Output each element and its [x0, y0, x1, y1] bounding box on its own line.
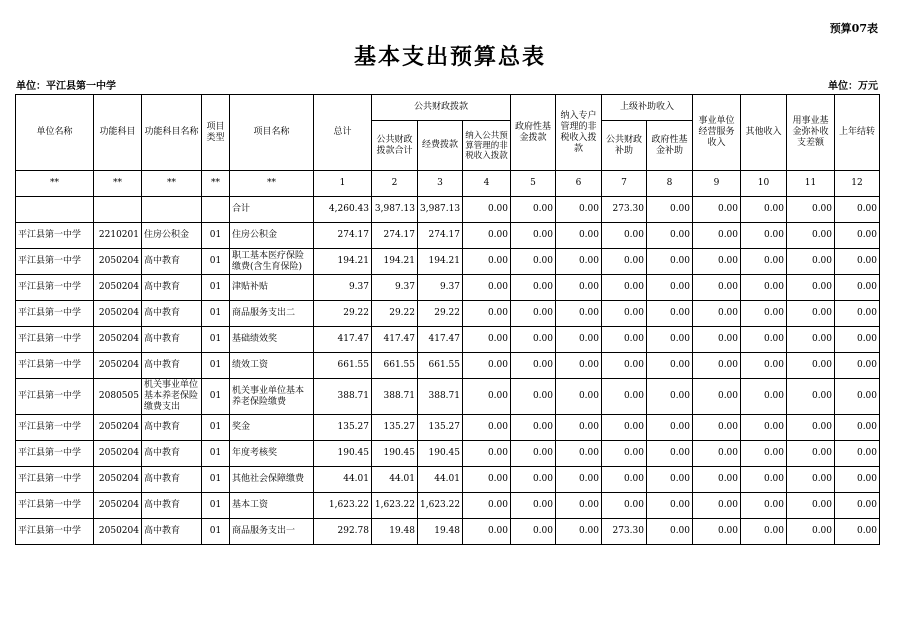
- value-cell: 0.00: [693, 519, 741, 545]
- total-value-cell: 0.00: [787, 197, 835, 223]
- index-cell: 5: [511, 171, 556, 197]
- func-code-cell: 2210201: [94, 223, 142, 249]
- index-cell: 6: [556, 171, 602, 197]
- value-cell: 0.00: [693, 275, 741, 301]
- func-name-cell: 高中教育: [142, 301, 202, 327]
- total-value-cell: 0.00: [647, 197, 693, 223]
- value-cell: 0.00: [511, 415, 556, 441]
- item-type-cell: 01: [202, 379, 230, 415]
- value-cell: 0.00: [693, 415, 741, 441]
- index-cell: 2: [372, 171, 418, 197]
- value-cell: 0.00: [602, 353, 647, 379]
- func-code-cell: 2050204: [94, 519, 142, 545]
- func-name-cell: 高中教育: [142, 275, 202, 301]
- unit-name-cell: 平江县第一中学: [16, 467, 94, 493]
- func-code-cell: 2050204: [94, 275, 142, 301]
- value-cell: 0.00: [463, 275, 511, 301]
- header-other-income: 其他收入: [741, 95, 787, 171]
- value-cell: 0.00: [556, 415, 602, 441]
- value-cell: 0.00: [835, 275, 880, 301]
- index-cell: 11: [787, 171, 835, 197]
- value-cell: 0.00: [511, 519, 556, 545]
- value-cell: 0.00: [693, 379, 741, 415]
- func-name-cell: 高中教育: [142, 519, 202, 545]
- value-cell: 0.00: [463, 415, 511, 441]
- value-cell: 0.00: [787, 379, 835, 415]
- value-cell: 0.00: [602, 493, 647, 519]
- value-cell: 0.00: [835, 249, 880, 275]
- header-gov-fund: 政府性基金拨款: [511, 95, 556, 171]
- value-cell: 0.00: [463, 249, 511, 275]
- item-name-cell: 基本工资: [230, 493, 314, 519]
- value-cell: 135.27: [314, 415, 372, 441]
- unit-label: 单位：平江县第一中学: [16, 81, 116, 92]
- value-cell: 0.00: [647, 415, 693, 441]
- value-cell: 0.00: [693, 249, 741, 275]
- currency-label: 单位：万元: [828, 81, 878, 92]
- total-value-cell: 0.00: [511, 197, 556, 223]
- item-type-cell: 01: [202, 327, 230, 353]
- value-cell: 292.78: [314, 519, 372, 545]
- value-cell: 0.00: [787, 249, 835, 275]
- value-cell: 0.00: [787, 353, 835, 379]
- table-row: [16, 249, 880, 275]
- value-cell: 9.37: [418, 275, 463, 301]
- value-cell: 1,623.22: [372, 493, 418, 519]
- value-cell: 417.47: [418, 327, 463, 353]
- item-name-cell: 年度考核奖: [230, 441, 314, 467]
- item-name-cell: 职工基本医疗保险缴费(含生育保险): [230, 249, 314, 275]
- unit-name-cell: 平江县第一中学: [16, 327, 94, 353]
- index-cell: 12: [835, 171, 880, 197]
- value-cell: 0.00: [741, 353, 787, 379]
- item-name-cell: 津贴补贴: [230, 275, 314, 301]
- total-value-cell: 273.30: [602, 197, 647, 223]
- value-cell: 0.00: [511, 467, 556, 493]
- value-cell: 0.00: [741, 223, 787, 249]
- func-code-cell: 2050204: [94, 441, 142, 467]
- value-cell: 0.00: [787, 467, 835, 493]
- unit-name-cell: 平江县第一中学: [16, 249, 94, 275]
- table-row: [16, 441, 880, 467]
- func-code-cell: 2050204: [94, 415, 142, 441]
- header-total: 总计: [314, 95, 372, 171]
- func-name-cell: 高中教育: [142, 353, 202, 379]
- item-type-cell: 01: [202, 249, 230, 275]
- header-fund-gap: 用事业基金弥补收支差额: [787, 95, 835, 171]
- func-code-cell: 2080505: [94, 379, 142, 415]
- unit-name-cell: 平江县第一中学: [16, 519, 94, 545]
- item-type-cell: 01: [202, 223, 230, 249]
- func-name-cell: 机关事业单位基本养老保险缴费支出: [142, 379, 202, 415]
- value-cell: 0.00: [647, 327, 693, 353]
- func-name-cell: 高中教育: [142, 441, 202, 467]
- unit-name-cell: 平江县第一中学: [16, 493, 94, 519]
- index-cell: **: [94, 171, 142, 197]
- value-cell: 0.00: [647, 301, 693, 327]
- header-business-income: 事业单位经营服务收入: [693, 95, 741, 171]
- value-cell: 19.48: [418, 519, 463, 545]
- table-row: [16, 493, 880, 519]
- total-value-cell: 0.00: [556, 197, 602, 223]
- value-cell: 0.00: [556, 353, 602, 379]
- header-row-1: [16, 95, 880, 121]
- value-cell: 0.00: [463, 327, 511, 353]
- table-body: [16, 95, 880, 545]
- total-value-cell: 3,987.13: [418, 197, 463, 223]
- header-unit-name: 单位名称: [16, 95, 94, 171]
- table-row: [16, 519, 880, 545]
- value-cell: 0.00: [835, 441, 880, 467]
- total-value-cell: 4,260.43: [314, 197, 372, 223]
- item-name-cell: 机关事业单位基本养老保险缴费: [230, 379, 314, 415]
- value-cell: 274.17: [314, 223, 372, 249]
- page-title: 基本支出预算总表: [353, 44, 546, 70]
- total-value-cell: 0.00: [693, 197, 741, 223]
- value-cell: 0.00: [463, 441, 511, 467]
- value-cell: 194.21: [314, 249, 372, 275]
- value-cell: 0.00: [602, 327, 647, 353]
- value-cell: 0.00: [602, 415, 647, 441]
- index-cell: **: [230, 171, 314, 197]
- unit-name-cell: 平江县第一中学: [16, 275, 94, 301]
- header-special-account: 纳入专户管理的非税收入拨款: [556, 95, 602, 171]
- value-cell: 29.22: [418, 301, 463, 327]
- value-cell: 0.00: [835, 493, 880, 519]
- func-name-cell: 高中教育: [142, 327, 202, 353]
- empty-cell: [94, 197, 142, 223]
- value-cell: 0.00: [602, 249, 647, 275]
- value-cell: 190.45: [372, 441, 418, 467]
- total-row: [16, 197, 880, 223]
- value-cell: 0.00: [647, 275, 693, 301]
- header-superior-subsidy: 上级补助收入: [602, 95, 693, 121]
- index-cell: 3: [418, 171, 463, 197]
- value-cell: 9.37: [372, 275, 418, 301]
- func-name-cell: 住房公积金: [142, 223, 202, 249]
- item-type-cell: 01: [202, 301, 230, 327]
- value-cell: 0.00: [835, 519, 880, 545]
- value-cell: 0.00: [741, 493, 787, 519]
- value-cell: 0.00: [511, 493, 556, 519]
- unit-name-cell: 平江县第一中学: [16, 379, 94, 415]
- value-cell: 417.47: [314, 327, 372, 353]
- func-code-cell: 2050204: [94, 301, 142, 327]
- value-cell: 0.00: [647, 467, 693, 493]
- value-cell: 0.00: [835, 379, 880, 415]
- table-row: [16, 379, 880, 415]
- value-cell: 0.00: [787, 327, 835, 353]
- value-cell: 0.00: [741, 519, 787, 545]
- value-cell: 0.00: [693, 467, 741, 493]
- value-cell: 0.00: [556, 379, 602, 415]
- func-name-cell: 高中教育: [142, 415, 202, 441]
- value-cell: 29.22: [314, 301, 372, 327]
- item-type-cell: 01: [202, 275, 230, 301]
- value-cell: 0.00: [835, 353, 880, 379]
- value-cell: 135.27: [418, 415, 463, 441]
- func-name-cell: 高中教育: [142, 249, 202, 275]
- value-cell: 661.55: [314, 353, 372, 379]
- value-cell: 0.00: [741, 441, 787, 467]
- unit-name-cell: 平江县第一中学: [16, 223, 94, 249]
- item-type-cell: 01: [202, 441, 230, 467]
- unit-name-cell: 平江县第一中学: [16, 301, 94, 327]
- value-cell: 274.17: [372, 223, 418, 249]
- value-cell: 0.00: [463, 467, 511, 493]
- value-cell: 29.22: [372, 301, 418, 327]
- empty-cell: [16, 197, 94, 223]
- item-name-cell: 绩效工资: [230, 353, 314, 379]
- total-value-cell: 3,987.13: [372, 197, 418, 223]
- func-code-cell: 2050204: [94, 353, 142, 379]
- item-type-cell: 01: [202, 353, 230, 379]
- header-carryover: 上年结转: [835, 95, 880, 171]
- value-cell: 0.00: [556, 493, 602, 519]
- value-cell: 0.00: [787, 275, 835, 301]
- value-cell: 0.00: [647, 493, 693, 519]
- index-cell: 1: [314, 171, 372, 197]
- table-row: [16, 415, 880, 441]
- item-name-cell: 基础绩效奖: [230, 327, 314, 353]
- value-cell: 417.47: [372, 327, 418, 353]
- header-ss-fund: 政府性基金补助: [647, 121, 693, 171]
- table-row: [16, 275, 880, 301]
- value-cell: 0.00: [511, 249, 556, 275]
- header-pf-total: 公共财政拨款合计: [372, 121, 418, 171]
- value-cell: 0.00: [511, 275, 556, 301]
- value-cell: 0.00: [556, 275, 602, 301]
- header-public-finance: 公共财政拨款: [372, 95, 511, 121]
- value-cell: 0.00: [463, 353, 511, 379]
- value-cell: 0.00: [835, 223, 880, 249]
- index-cell: 7: [602, 171, 647, 197]
- value-cell: 0.00: [511, 379, 556, 415]
- value-cell: 0.00: [463, 379, 511, 415]
- value-cell: 388.71: [314, 379, 372, 415]
- item-type-cell: 01: [202, 493, 230, 519]
- value-cell: 0.00: [693, 493, 741, 519]
- value-cell: 0.00: [602, 379, 647, 415]
- value-cell: 388.71: [418, 379, 463, 415]
- item-name-cell: 奖金: [230, 415, 314, 441]
- value-cell: 1,623.22: [418, 493, 463, 519]
- table-row: [16, 327, 880, 353]
- value-cell: 0.00: [647, 441, 693, 467]
- value-cell: 9.37: [314, 275, 372, 301]
- value-cell: 0.00: [741, 249, 787, 275]
- form-code: 预算07表: [829, 22, 878, 35]
- value-cell: 0.00: [647, 353, 693, 379]
- value-cell: 0.00: [787, 223, 835, 249]
- index-row: [16, 171, 880, 197]
- index-cell: **: [202, 171, 230, 197]
- header-item-name: 项目名称: [230, 95, 314, 171]
- value-cell: 0.00: [835, 327, 880, 353]
- index-cell: 9: [693, 171, 741, 197]
- unit-name-cell: 平江县第一中学: [16, 415, 94, 441]
- header-ss-public: 公共财政补助: [602, 121, 647, 171]
- value-cell: 0.00: [741, 467, 787, 493]
- value-cell: 388.71: [372, 379, 418, 415]
- value-cell: 0.00: [511, 301, 556, 327]
- value-cell: 0.00: [741, 301, 787, 327]
- header-func-name: 功能科目名称: [142, 95, 202, 171]
- value-cell: 0.00: [741, 327, 787, 353]
- header-pf-nontax: 纳入公共预算管理的非税收入拨款: [463, 121, 511, 171]
- value-cell: 0.00: [511, 327, 556, 353]
- budget-table: [15, 94, 880, 545]
- value-cell: 0.00: [602, 223, 647, 249]
- header-item-type: 项目类型: [202, 95, 230, 171]
- value-cell: 44.01: [314, 467, 372, 493]
- value-cell: 0.00: [741, 379, 787, 415]
- index-cell: **: [142, 171, 202, 197]
- value-cell: 0.00: [556, 301, 602, 327]
- value-cell: 0.00: [741, 275, 787, 301]
- header-pf-expense: 经费拨款: [418, 121, 463, 171]
- value-cell: 0.00: [787, 441, 835, 467]
- value-cell: 661.55: [372, 353, 418, 379]
- value-cell: 0.00: [556, 467, 602, 493]
- value-cell: 0.00: [602, 441, 647, 467]
- value-cell: 194.21: [372, 249, 418, 275]
- value-cell: 0.00: [787, 415, 835, 441]
- value-cell: 0.00: [556, 519, 602, 545]
- value-cell: 0.00: [647, 223, 693, 249]
- value-cell: 0.00: [741, 415, 787, 441]
- table-row: [16, 301, 880, 327]
- index-cell: 8: [647, 171, 693, 197]
- item-name-cell: 商品服务支出一: [230, 519, 314, 545]
- value-cell: 0.00: [693, 353, 741, 379]
- value-cell: 0.00: [693, 327, 741, 353]
- total-value-cell: 0.00: [463, 197, 511, 223]
- value-cell: 0.00: [511, 223, 556, 249]
- value-cell: 0.00: [835, 467, 880, 493]
- total-value-cell: 0.00: [741, 197, 787, 223]
- value-cell: 0.00: [787, 301, 835, 327]
- func-name-cell: 高中教育: [142, 493, 202, 519]
- value-cell: 0.00: [787, 493, 835, 519]
- item-name-cell: 商品服务支出二: [230, 301, 314, 327]
- item-name-cell: 住房公积金: [230, 223, 314, 249]
- value-cell: 0.00: [835, 301, 880, 327]
- value-cell: 0.00: [647, 379, 693, 415]
- value-cell: 0.00: [647, 519, 693, 545]
- value-cell: 0.00: [463, 301, 511, 327]
- value-cell: 190.45: [314, 441, 372, 467]
- item-type-cell: 01: [202, 467, 230, 493]
- value-cell: 661.55: [418, 353, 463, 379]
- value-cell: 274.17: [418, 223, 463, 249]
- value-cell: 0.00: [463, 493, 511, 519]
- func-code-cell: 2050204: [94, 249, 142, 275]
- value-cell: 135.27: [372, 415, 418, 441]
- value-cell: 190.45: [418, 441, 463, 467]
- value-cell: 0.00: [556, 223, 602, 249]
- func-code-cell: 2050204: [94, 493, 142, 519]
- value-cell: 0.00: [693, 441, 741, 467]
- value-cell: 0.00: [556, 249, 602, 275]
- table-row: [16, 353, 880, 379]
- item-type-cell: 01: [202, 415, 230, 441]
- value-cell: 194.21: [418, 249, 463, 275]
- table-row: [16, 223, 880, 249]
- table-row: [16, 467, 880, 493]
- value-cell: 19.48: [372, 519, 418, 545]
- value-cell: 0.00: [556, 441, 602, 467]
- value-cell: 44.01: [418, 467, 463, 493]
- value-cell: 1,623.22: [314, 493, 372, 519]
- value-cell: 0.00: [602, 467, 647, 493]
- value-cell: 0.00: [835, 415, 880, 441]
- value-cell: 0.00: [787, 519, 835, 545]
- func-name-cell: 高中教育: [142, 467, 202, 493]
- unit-name-cell: 平江县第一中学: [16, 441, 94, 467]
- unit-name-cell: 平江县第一中学: [16, 353, 94, 379]
- func-code-cell: 2050204: [94, 327, 142, 353]
- value-cell: 0.00: [463, 519, 511, 545]
- value-cell: 0.00: [693, 301, 741, 327]
- total-label: 合计: [230, 197, 314, 223]
- value-cell: 0.00: [556, 327, 602, 353]
- value-cell: 0.00: [693, 223, 741, 249]
- value-cell: 0.00: [511, 441, 556, 467]
- index-cell: **: [16, 171, 94, 197]
- index-cell: 10: [741, 171, 787, 197]
- value-cell: 273.30: [602, 519, 647, 545]
- empty-cell: [142, 197, 202, 223]
- total-value-cell: 0.00: [835, 197, 880, 223]
- value-cell: 0.00: [647, 249, 693, 275]
- value-cell: 0.00: [463, 223, 511, 249]
- value-cell: 44.01: [372, 467, 418, 493]
- value-cell: 0.00: [511, 353, 556, 379]
- value-cell: 0.00: [602, 301, 647, 327]
- empty-cell: [202, 197, 230, 223]
- func-code-cell: 2050204: [94, 467, 142, 493]
- header-func-code: 功能科目: [94, 95, 142, 171]
- value-cell: 0.00: [602, 275, 647, 301]
- item-type-cell: 01: [202, 519, 230, 545]
- item-name-cell: 其他社会保障缴费: [230, 467, 314, 493]
- index-cell: 4: [463, 171, 511, 197]
